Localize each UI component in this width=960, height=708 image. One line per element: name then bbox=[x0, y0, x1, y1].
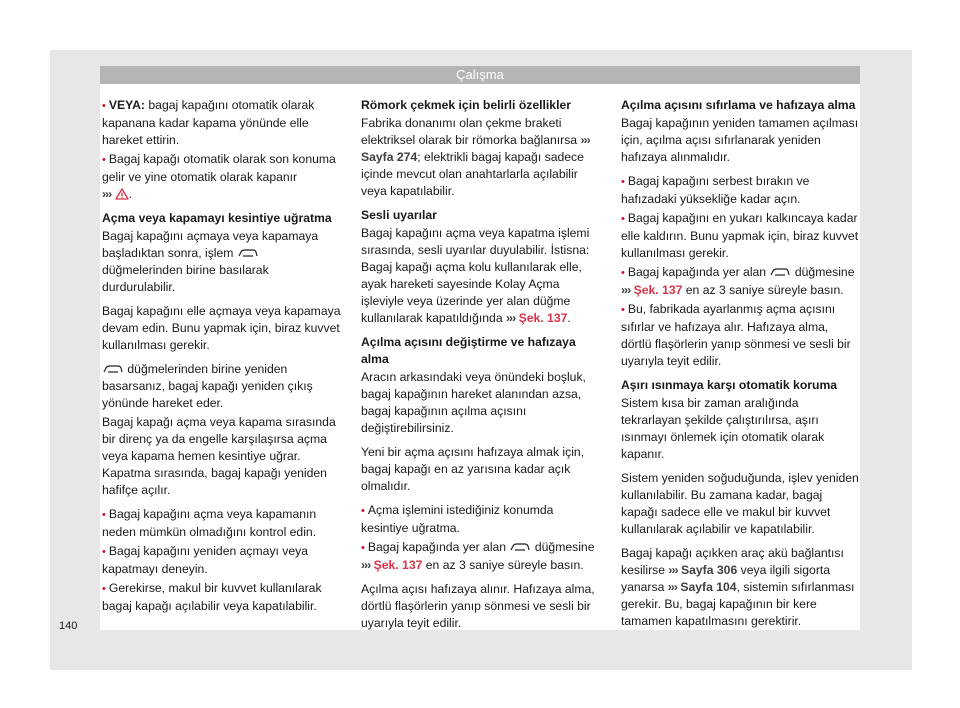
paragraph: Açılma açısı hafızaya alınır. Hafızaya alma, dörtlü flaşörlerin yanıp sönmesi ve sesli bir uyarıyla teyit edilir. bbox=[361, 582, 595, 630]
paragraph bbox=[102, 228, 342, 296]
list-item bbox=[621, 173, 861, 208]
reference-arrow-icon: ››› bbox=[621, 283, 631, 297]
column-1 bbox=[102, 97, 342, 622]
section-heading: Açılma açısını değiştirme ve hafızaya alma bbox=[361, 335, 576, 366]
warning-triangle-icon[interactable] bbox=[115, 188, 129, 200]
column-3 bbox=[621, 97, 861, 637]
list-item-text: Bagaj kapağını açma veya kapamanın neden mümkün olmadığını kontrol edin. bbox=[102, 507, 317, 539]
bullet-icon: • bbox=[361, 505, 365, 517]
bullet-icon: • bbox=[102, 154, 106, 166]
list-item-text: en az 3 saniye süreyle basın. bbox=[422, 558, 584, 572]
reference-arrow-icon: ››› bbox=[506, 311, 516, 325]
paragraph-text: Bagaj kapağını açmaya veya kapamaya başladıktan sonra, işlem bbox=[102, 229, 319, 260]
paragraph: Bagaj kapağını açma veya kapatma işlemi sırasında, sesli uyarılar duyulabilir. İstisna: Bagaj kapağı açma kolu kullanılarak elle, ayak hareketi sayesinde Kolay Açma işleviyle veya üzerinde yer alan düğme kullanılarak kapatıldığında ››› Şek. 137. bbox=[361, 226, 590, 325]
paragraph: Yeni bir açma açısını hafızaya almak için, bagaj kapağı en az yarısına kadar açık olmalıdır. bbox=[361, 445, 585, 493]
list-item bbox=[361, 502, 601, 537]
figure-reference-link[interactable]: Şek. 137 bbox=[518, 311, 568, 325]
paragraph: Aracın arkasındaki veya önündeki boşluk, bagaj kapağının hareket alanından azsa, bagaj kapağının açılma açısını değiştirebilirsiniz. bbox=[361, 370, 586, 435]
paragraph-text: Fabrika donanımı olan çekme braketi elektriksel olarak bir römorka bağlanırsa bbox=[361, 116, 578, 147]
bullet-icon: • bbox=[621, 267, 625, 279]
paragraph: Bagaj kapağı açma veya kapama sırasında bir direnç ya da engelle karşılaşırsa açma veya kapama hemen kesintiye uğrar. Kapatma sırasında, bagaj kapağı yeniden hafifçe açılır. bbox=[102, 415, 336, 497]
bullet-icon: • bbox=[102, 546, 106, 558]
list-item-text: düğmesine bbox=[531, 540, 595, 554]
tailgate-key-icon bbox=[770, 268, 790, 277]
reference-arrow-icon: ››› bbox=[361, 558, 371, 572]
list-item-text: en az 3 saniye süreyle basın. bbox=[682, 283, 844, 297]
list-item-text: Bagaj kapağı otomatik olarak son konuma gelir ve yine otomatik olarak kapanır bbox=[102, 152, 336, 184]
list-item-text: bagaj kapağını otomatik olarak kapanana kadar kapama yönünde elle hareket ettirin. bbox=[102, 98, 315, 147]
section-heading: Aşırı ısınmaya karşı otomatik koruma bbox=[621, 378, 838, 392]
page-reference-link[interactable]: Sayfa 274 bbox=[361, 150, 418, 164]
list-item-text: Bagaj kapağını yeniden açmayı veya kapatmayı deneyin. bbox=[102, 544, 309, 576]
section-heading: Açma veya kapamayı kesintiye uğratma bbox=[102, 211, 332, 225]
list-item bbox=[102, 543, 342, 578]
list-item-label: VEYA: bbox=[108, 98, 145, 112]
list-item bbox=[102, 580, 342, 615]
paragraph-text: düğmelerinden birine yeniden basarsanız, bagaj kapağı yeniden çıkış yönünde hareket eder. bbox=[102, 362, 313, 410]
column-2 bbox=[361, 97, 601, 639]
section-header: Çalışma bbox=[100, 66, 860, 84]
list-item bbox=[102, 97, 342, 149]
paragraph-text: Bagaj kapağı açıkken araç akü bağlantısı kesilirse bbox=[621, 546, 844, 577]
list-item bbox=[621, 210, 861, 262]
section-heading: Sesli uyarılar bbox=[361, 208, 437, 222]
reference-arrow-icon: ››› bbox=[102, 187, 112, 201]
paragraph-text: Bagaj kapağını açma veya kapatma işlemi sırasında, sesli uyarılar duyulabilir. İstisna: Bagaj kapağı açma kolu kullanılarak elle, ayak hareketi sayesinde Kolay Açma işleviyle veya üzerinde yer alan düğme kullanılarak kapatıldığında bbox=[361, 226, 590, 325]
paragraph: Sistem kısa bir zaman aralığında tekrarlayan şekilde çalıştırılırsa, aşırı ısınmayı önlemek için otomatik olarak kapanır. bbox=[621, 396, 825, 461]
reference-arrow-icon: ››› bbox=[668, 563, 678, 577]
bullet-icon: • bbox=[361, 542, 365, 554]
bullet-icon: • bbox=[621, 304, 625, 316]
page-reference-link[interactable]: Sayfa 104 bbox=[680, 580, 737, 594]
section-heading: Açılma açısını sıfırlama ve hafızaya alma bbox=[621, 98, 856, 112]
paragraph bbox=[102, 361, 342, 412]
list-item-text: Bu, fabrikada ayarlanmış açma açısını sıfırlar ve hafızaya alır. Hafızaya alma, dörtlü flaşörlerin yanıp sönmesi ve sesli bir uyarıyla teyit edilir. bbox=[621, 302, 851, 368]
list-item-text: Bagaj kapağında yer alan bbox=[367, 540, 507, 554]
bullet-icon: • bbox=[102, 509, 106, 521]
section-heading: Römork çekmek için belirli özellikler bbox=[361, 98, 571, 112]
list-item bbox=[102, 506, 342, 541]
paragraph-text: ; elektrikli bagaj kapağı sadece içinde mevcut olan anahtarlarla açılabilir veya kapatılabilir. bbox=[361, 150, 584, 198]
figure-reference-link[interactable]: Şek. 137 bbox=[373, 558, 423, 572]
page-reference-link[interactable]: Sayfa 306 bbox=[681, 563, 738, 577]
paragraph: Bagaj kapağını elle açmaya veya kapamaya devam edin. Bunu yapmak için, biraz kuvvet kullanılması gerekir. bbox=[102, 304, 341, 352]
paragraph-text: düğmelerinden birine basılarak durdurulabilir. bbox=[102, 263, 269, 294]
paragraph-text: , sistemin sıfırlanması gerekir. Bu, bagaj kapağının bir kere tamamen kapatılmasını gerektirir. bbox=[621, 580, 855, 628]
paragraph bbox=[621, 545, 861, 630]
tailgate-key-icon bbox=[103, 365, 123, 374]
list-item-text: düğmesine bbox=[791, 265, 855, 279]
list-item-text: Bagaj kapağını serbest bırakın ve hafızadaki yüksekliğe kadar açın. bbox=[621, 174, 810, 206]
list-item bbox=[621, 264, 861, 299]
paragraph: Sistem yeniden soğuduğunda, işlev yeniden kullanılabilir. Bu zamana kadar, bagaj kapağı sadece elle ve makul bir kuvvet kullanılarak açılabilir ve kapatılabilir. bbox=[621, 471, 859, 536]
paragraph: Bagaj kapağının yeniden tamamen açılması için, açılma açısı sıfırlanarak yeniden hafızaya alınmalıdır. bbox=[621, 116, 859, 164]
tailgate-key-icon bbox=[238, 249, 258, 258]
figure-reference-link[interactable]: Şek. 137 bbox=[633, 283, 683, 297]
list-item-text: Bagaj kapağında yer alan bbox=[627, 265, 767, 279]
bullet-icon: • bbox=[102, 100, 106, 112]
list-item: • Bagaj kapağı otomatik olarak son konuma gelir ve yine otomatik olarak kapanır ››› . bbox=[102, 152, 336, 201]
reference-arrow-icon: ››› bbox=[667, 580, 677, 594]
list-item-text: Gerekirse, makul bir kuvvet kullanılarak bagaj kapağı açılabilir veya kapatılabilir. bbox=[102, 581, 322, 613]
reference-arrow-icon: ››› bbox=[580, 133, 590, 147]
page-number: 140 bbox=[59, 620, 78, 632]
bullet-icon: • bbox=[102, 583, 106, 595]
list-item bbox=[361, 539, 601, 574]
bullet-icon: • bbox=[621, 213, 625, 225]
list-item bbox=[621, 301, 861, 370]
paragraph bbox=[361, 115, 601, 200]
tailgate-key-icon bbox=[510, 543, 530, 552]
paragraph-text: veya ilgili sigorta yanarsa bbox=[621, 563, 831, 594]
bullet-icon: • bbox=[621, 176, 625, 188]
list-item-text: Açma işlemini istediğiniz konumda kesintiye uğratma. bbox=[361, 503, 554, 535]
list-item-text: Bagaj kapağını en yukarı kalkıncaya kadar elle kaldırın. Bunu yapmak için, biraz kuvvet kullanılması gerekir. bbox=[621, 211, 859, 260]
